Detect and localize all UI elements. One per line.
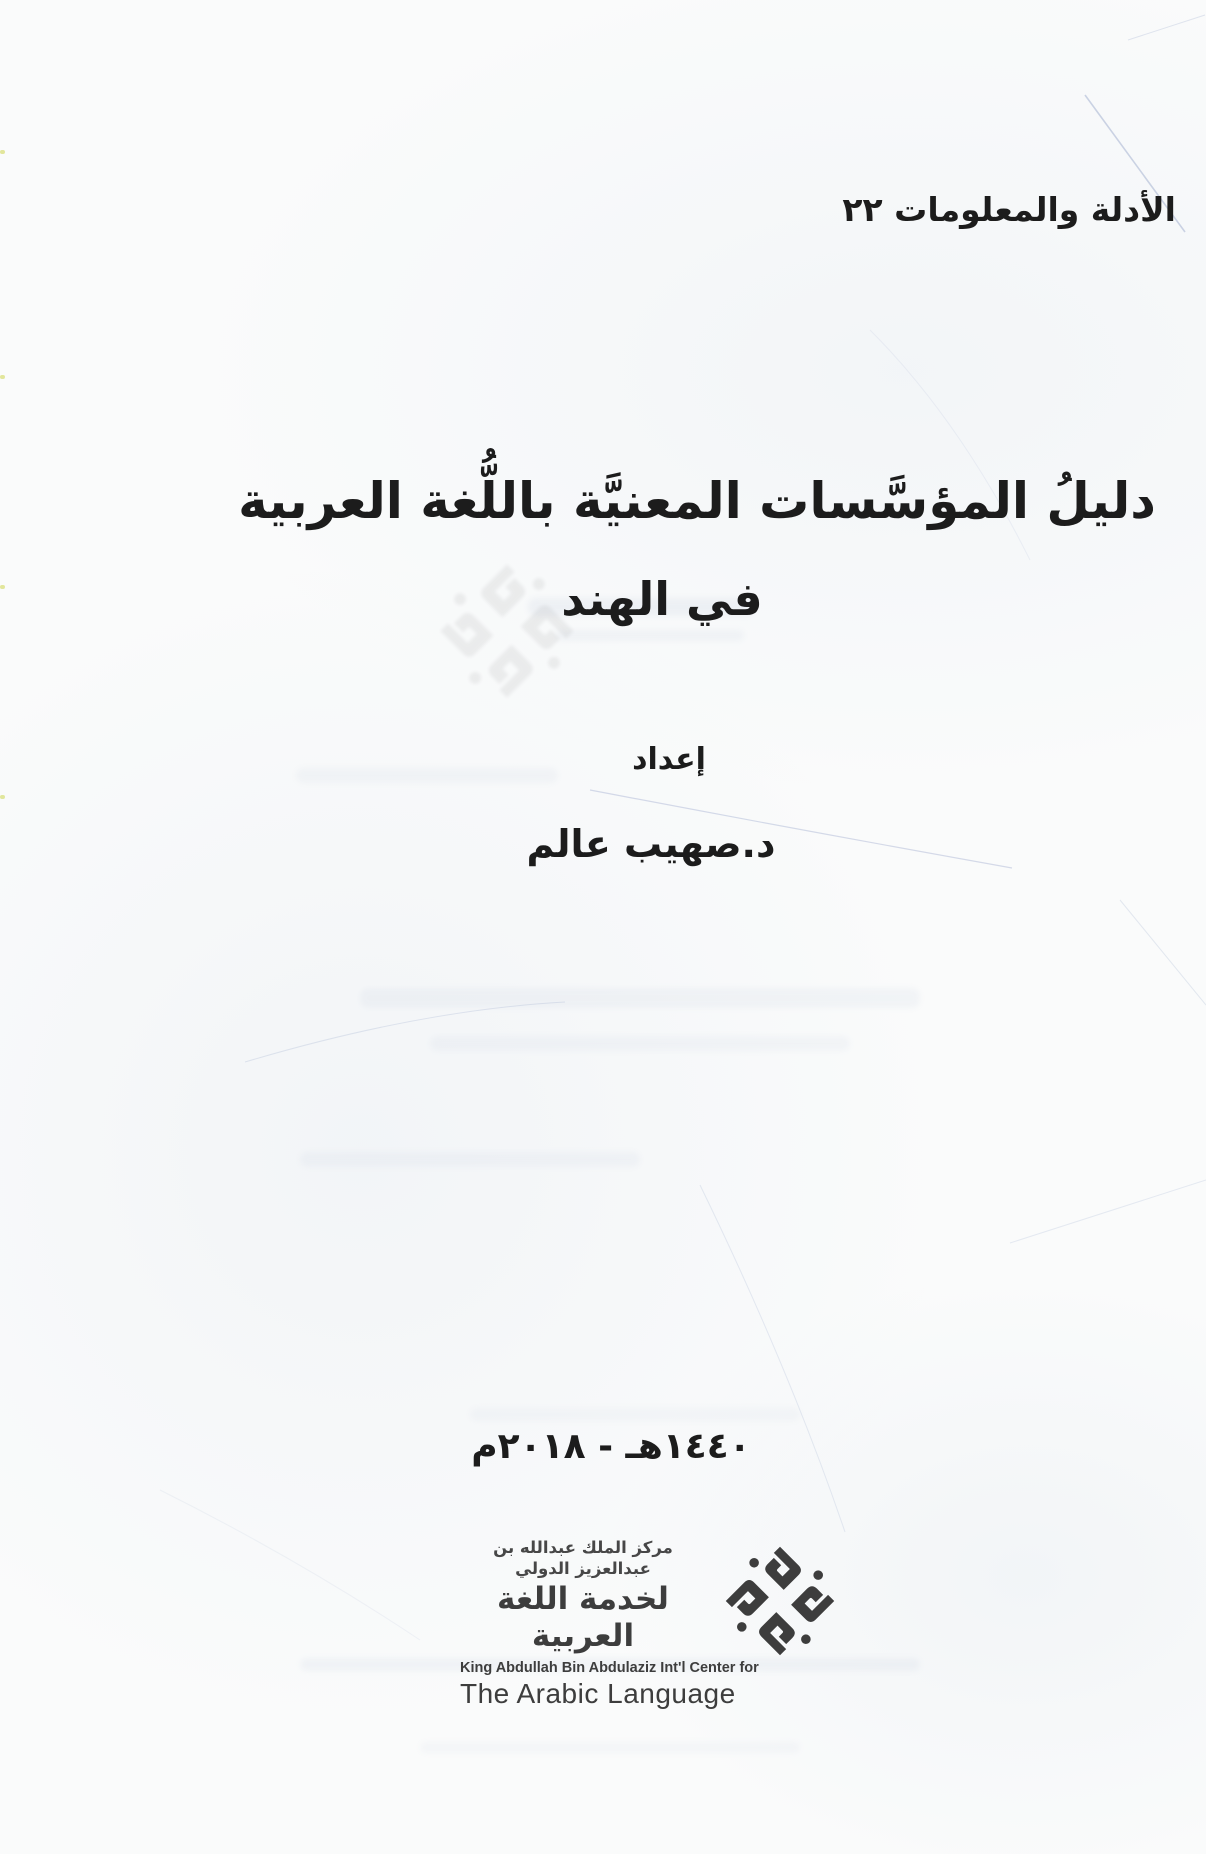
scan-speck xyxy=(0,150,5,154)
bleed-through-artifact xyxy=(300,1152,640,1167)
publisher-name-arabic-line2: لخدمة اللغة العربية xyxy=(497,1581,669,1655)
bleed-through-artifact xyxy=(420,1742,800,1753)
book-title-line1: دليلُ المؤسَّسات المعنيَّة باللُّغة العربية xyxy=(238,472,1156,530)
bleed-through-artifact xyxy=(470,1408,800,1421)
scan-speck xyxy=(0,795,5,799)
publisher-name-block xyxy=(460,1538,759,1710)
publication-date: ١٤٤٠هـ - ٢٠١٨م xyxy=(471,1426,751,1467)
series-label: الأدلة والمعلومات ٢٢ xyxy=(842,190,1176,229)
publisher-name-english-line1: King Abdullah Bin Abdulaziz Int'l Center for xyxy=(460,1659,759,1676)
scan-speck xyxy=(0,585,5,589)
publisher-name-english-line2: The Arabic Language xyxy=(460,1678,736,1710)
publisher-logo-icon xyxy=(719,1540,841,1662)
author-name: د.صهيب عالم xyxy=(526,822,776,866)
publisher-name-arabic-line1: مركز الملك عبدالله بن عبدالعزيز الدولي xyxy=(493,1538,673,1578)
prepared-by-label: إعداد xyxy=(632,742,706,777)
book-title-line2: في الهند xyxy=(561,572,763,626)
publisher-logo-lockup xyxy=(460,1538,846,1710)
bleed-through-artifact xyxy=(556,630,744,641)
bleed-through-artifact xyxy=(430,1036,850,1051)
bleed-through-artifact xyxy=(360,988,920,1008)
scan-speck xyxy=(0,375,5,379)
